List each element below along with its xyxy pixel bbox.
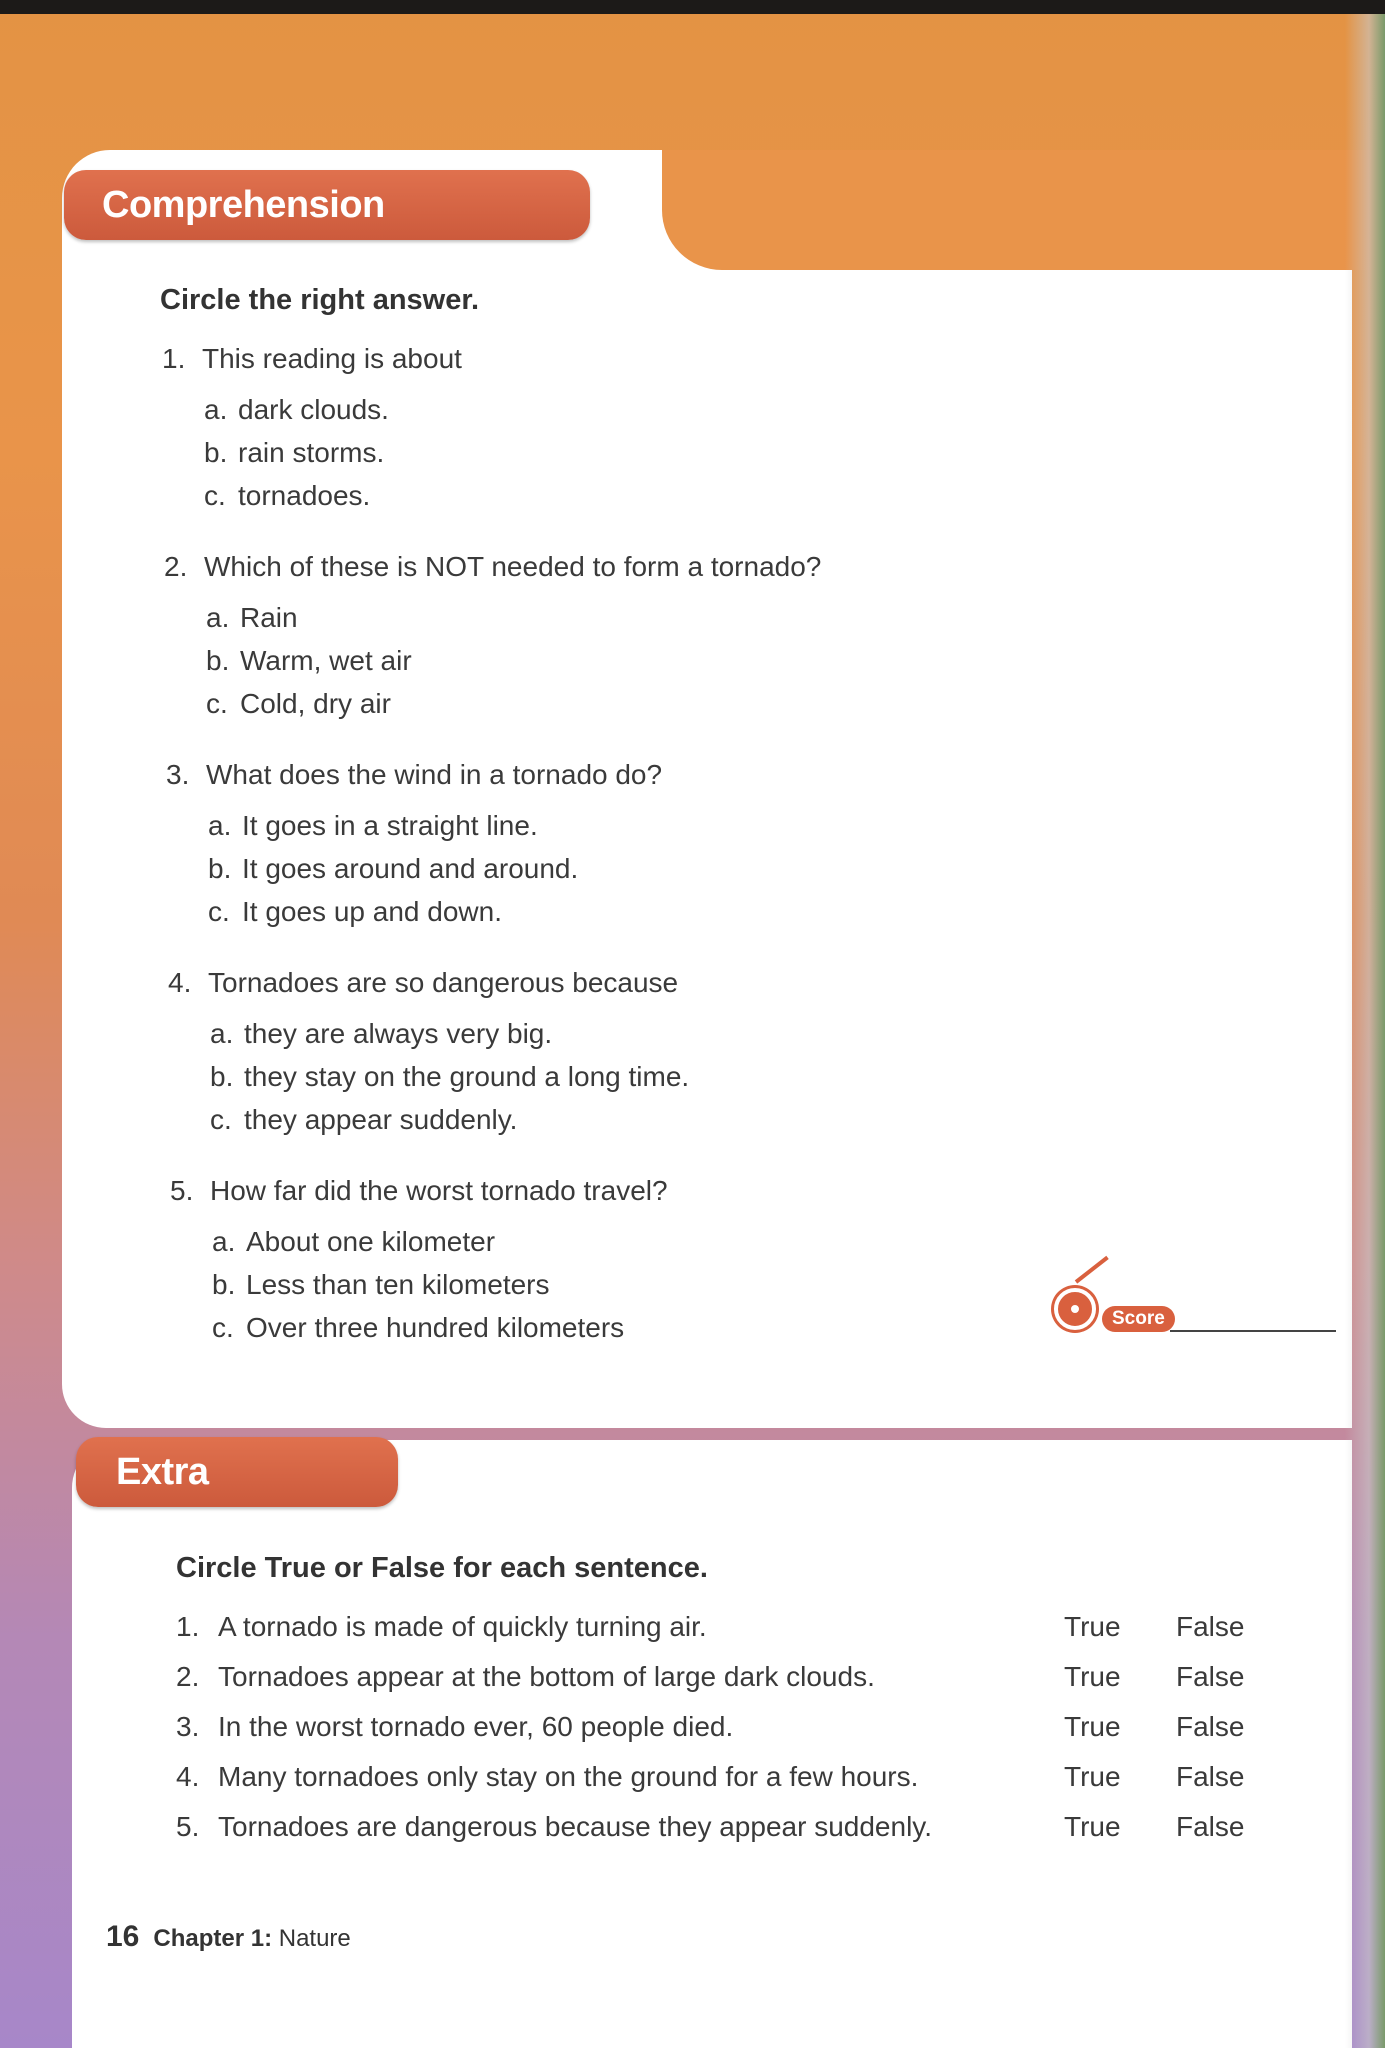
- question-text: What does the wind in a tornado do?: [206, 759, 663, 790]
- option-letter: c.: [208, 896, 230, 927]
- false-option[interactable]: False: [1176, 1611, 1245, 1642]
- true-false-row-2: [176, 1661, 1276, 1701]
- option-letter: b.: [206, 645, 230, 676]
- extra-practice-instruction: Circle True or False for each sentence.: [176, 1552, 708, 1584]
- extra-practice-heading: Extra Practice: [76, 1437, 398, 1507]
- statement-text: Many tornadoes only stay on the ground for a few hours.: [218, 1761, 919, 1792]
- question-text: Tornadoes are so dangerous because: [208, 967, 679, 998]
- question-number: 1.: [162, 343, 186, 374]
- option-letter: b.: [212, 1269, 236, 1300]
- option-text: Cold, dry air: [240, 688, 391, 719]
- comprehension-questions-heading: Comprehension Questions: [64, 170, 590, 240]
- statement-text: A tornado is made of quickly turning air.: [218, 1611, 707, 1642]
- statement-number: 4.: [176, 1761, 200, 1792]
- question-4-option-a[interactable]: [210, 1018, 552, 1050]
- statement-number: 5.: [176, 1811, 200, 1842]
- false-option[interactable]: False: [1176, 1661, 1245, 1692]
- question-3-option-b[interactable]: [208, 853, 578, 885]
- option-text: About one kilometer: [246, 1226, 496, 1257]
- scan-top-edge: [0, 0, 1385, 14]
- option-text: dark clouds.: [238, 394, 389, 425]
- question-4: [168, 967, 678, 999]
- question-1-option-b[interactable]: [204, 437, 384, 469]
- statement-number: 3.: [176, 1711, 200, 1742]
- question-4-option-b[interactable]: [210, 1061, 689, 1093]
- question-5-option-b[interactable]: [212, 1269, 550, 1301]
- true-false-row-5: [176, 1811, 1276, 1851]
- statement-number: 2.: [176, 1661, 200, 1692]
- option-text: Less than ten kilometers: [246, 1269, 550, 1300]
- question-2-option-c[interactable]: [206, 688, 391, 720]
- false-option[interactable]: False: [1176, 1761, 1245, 1792]
- question-3-option-c[interactable]: [208, 896, 502, 928]
- option-text: Over three hundred kilometers: [246, 1312, 625, 1343]
- option-text: It goes up and down.: [242, 896, 502, 927]
- option-letter: a.: [204, 394, 228, 425]
- true-false-row-3: [176, 1711, 1276, 1751]
- true-option[interactable]: True: [1064, 1761, 1121, 1792]
- page-edge-shadow: [1345, 14, 1385, 2048]
- option-text: It goes around and around.: [242, 853, 579, 884]
- true-option[interactable]: True: [1064, 1711, 1121, 1742]
- option-letter: c.: [210, 1104, 232, 1135]
- question-5: [170, 1175, 668, 1207]
- chapter-label: Chapter 1:: [153, 1925, 273, 1952]
- question-text: Which of these is NOT needed to form a tornado?: [204, 551, 822, 582]
- true-option[interactable]: True: [1064, 1811, 1121, 1842]
- statement-text: In the worst tornado ever, 60 people died.: [218, 1711, 734, 1742]
- false-option[interactable]: False: [1176, 1711, 1245, 1742]
- option-text: Rain: [240, 602, 298, 633]
- option-text: they appear suddenly.: [244, 1104, 518, 1135]
- chapter-title: Nature: [278, 1925, 351, 1952]
- option-letter: c.: [204, 480, 226, 511]
- true-option[interactable]: True: [1064, 1611, 1121, 1642]
- option-letter: b.: [208, 853, 232, 884]
- question-1-option-c[interactable]: [204, 480, 370, 512]
- question-5-option-c[interactable]: [212, 1312, 624, 1344]
- option-letter: a.: [212, 1226, 236, 1257]
- option-text: tornadoes.: [238, 480, 371, 511]
- question-4-option-c[interactable]: [210, 1104, 517, 1136]
- false-option[interactable]: False: [1176, 1811, 1245, 1842]
- option-letter: c.: [212, 1312, 234, 1343]
- question-3: [166, 759, 662, 791]
- question-text: This reading is about: [202, 343, 462, 374]
- option-letter: b.: [204, 437, 228, 468]
- option-text: Warm, wet air: [240, 645, 412, 676]
- question-1-option-a[interactable]: [204, 394, 389, 426]
- question-number: 3.: [166, 759, 190, 790]
- panel-notch: [662, 150, 1385, 270]
- comprehension-instruction: Circle the right answer.: [160, 284, 480, 316]
- option-text: It goes in a straight line.: [242, 810, 538, 841]
- page-footer: [106, 1920, 351, 1954]
- option-letter: c.: [206, 688, 228, 719]
- option-text: they are always very big.: [244, 1018, 553, 1049]
- page-number: 16: [106, 1920, 140, 1953]
- score-label: Score: [1102, 1306, 1175, 1332]
- true-option[interactable]: True: [1064, 1661, 1121, 1692]
- question-2-option-b[interactable]: [206, 645, 412, 677]
- question-2-option-a[interactable]: [206, 602, 298, 634]
- question-number: 2.: [164, 551, 188, 582]
- option-letter: a.: [208, 810, 232, 841]
- option-letter: a.: [210, 1018, 234, 1049]
- statement-text: Tornadoes appear at the bottom of large dark clouds.: [218, 1661, 875, 1692]
- option-letter: b.: [210, 1061, 234, 1092]
- question-1: [162, 343, 462, 375]
- true-false-row-4: [176, 1761, 1276, 1801]
- score-box: [1052, 1280, 1282, 1336]
- score-answer-line[interactable]: [1170, 1330, 1336, 1332]
- option-text: they stay on the ground a long time.: [244, 1061, 690, 1092]
- question-text: How far did the worst tornado travel?: [210, 1175, 668, 1206]
- question-number: 4.: [168, 967, 192, 998]
- statement-text: Tornadoes are dangerous because they appear suddenly.: [218, 1811, 932, 1842]
- question-5-option-a[interactable]: [212, 1226, 495, 1258]
- question-number: 5.: [170, 1175, 194, 1206]
- target-icon: [1054, 1288, 1096, 1330]
- option-text: rain storms.: [238, 437, 385, 468]
- true-false-row-1: [176, 1611, 1276, 1651]
- option-letter: a.: [206, 602, 230, 633]
- statement-number: 1.: [176, 1611, 200, 1642]
- question-3-option-a[interactable]: [208, 810, 538, 842]
- question-2: [164, 551, 821, 583]
